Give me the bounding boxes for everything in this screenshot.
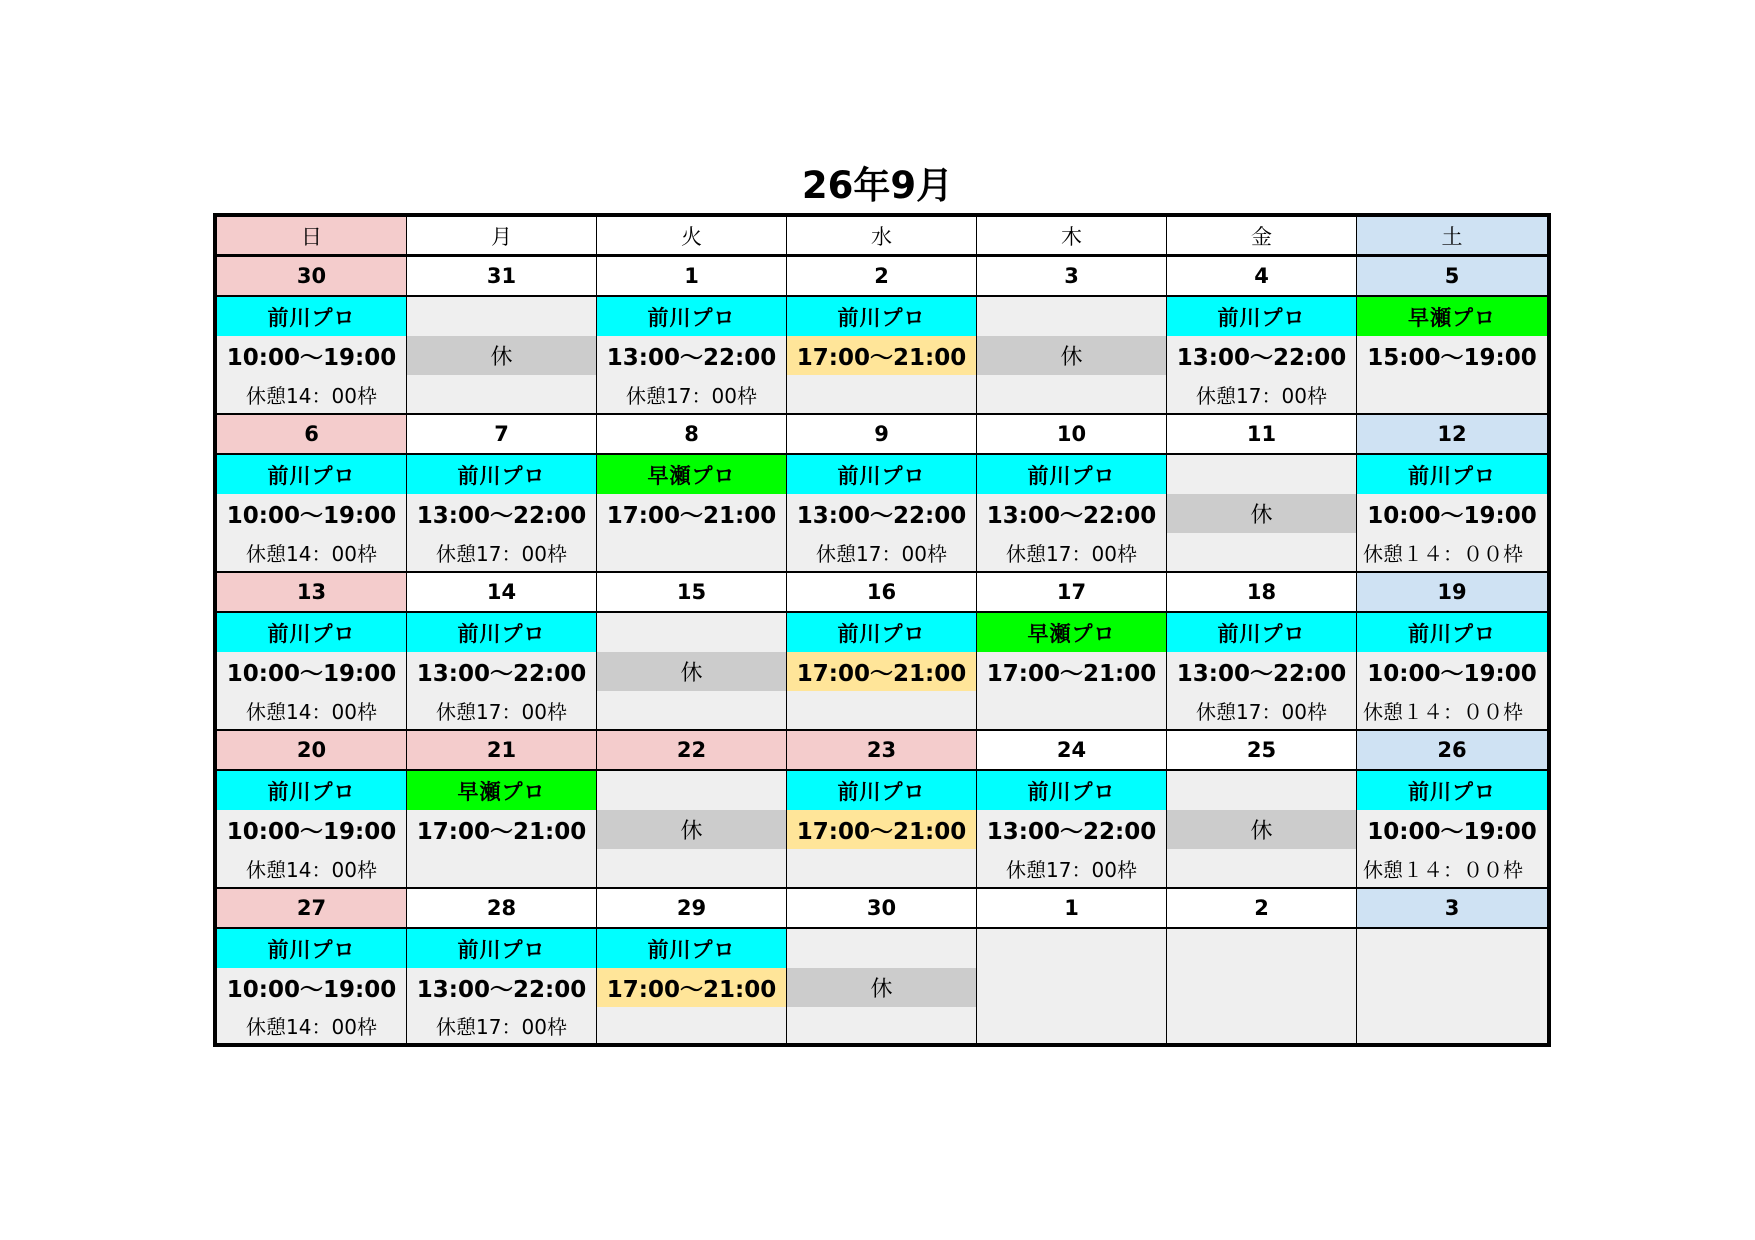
- pro-label: [407, 297, 596, 336]
- pro-label: 前川プロ: [217, 455, 406, 494]
- break-slot: [1167, 849, 1356, 887]
- day-date: 7: [407, 415, 597, 455]
- break-slot: [597, 691, 786, 729]
- pro-label: 前川プロ: [787, 613, 976, 652]
- day-date: 1: [597, 257, 787, 297]
- day-date: 11: [1167, 415, 1357, 455]
- day-body-row: [217, 613, 1547, 731]
- break-slot: 休憩１４：００枠: [1363, 699, 1523, 724]
- break-slot: 休憩17：00枠: [1006, 541, 1137, 566]
- weekday-header: 木: [977, 217, 1167, 257]
- break-slot: [407, 375, 596, 413]
- time-range: 13:00～22:00: [796, 503, 967, 529]
- day-date: 19: [1357, 573, 1547, 613]
- pro-label: 前川プロ: [1167, 297, 1356, 336]
- pro-label: [1167, 771, 1356, 810]
- day-cell: [1357, 771, 1547, 889]
- day-cell: [597, 929, 787, 1043]
- day-date: 20: [217, 731, 407, 771]
- day-body-row: [217, 297, 1547, 415]
- pro-label: 前川プロ: [977, 771, 1166, 810]
- day-date: 24: [977, 731, 1167, 771]
- day-date: 3: [1357, 889, 1547, 929]
- break-slot: [597, 533, 786, 571]
- day-off-label: 休: [597, 652, 786, 691]
- day-date: 1: [977, 889, 1167, 929]
- day-cell: [407, 297, 597, 415]
- day-cell: [1357, 455, 1547, 573]
- day-date: 27: [217, 889, 407, 929]
- date-row: [217, 889, 1547, 929]
- calendar-week: [217, 889, 1547, 1043]
- day-body-row: [217, 771, 1547, 889]
- time-range: 10:00～19:00: [226, 503, 397, 529]
- time-range: [977, 968, 1166, 1007]
- time-range: 13:00～22:00: [416, 661, 587, 687]
- day-cell: [597, 455, 787, 573]
- weekday-header: 水: [787, 217, 977, 257]
- day-date: 26: [1357, 731, 1547, 771]
- day-cell: [1167, 613, 1357, 731]
- day-off-label: 休: [787, 968, 976, 1007]
- pro-label: [787, 929, 976, 968]
- pro-label: [1357, 929, 1547, 968]
- break-slot: [1357, 375, 1547, 413]
- day-cell: [407, 613, 597, 731]
- day-date: 31: [407, 257, 597, 297]
- day-cell: [977, 771, 1167, 889]
- pro-label: 前川プロ: [217, 771, 406, 810]
- day-cell: [787, 297, 977, 415]
- pro-label: [977, 297, 1166, 336]
- time-range: 10:00～19:00: [226, 977, 397, 1003]
- pro-label: 早瀬プロ: [407, 771, 596, 810]
- time-range: 17:00～21:00: [787, 810, 976, 849]
- calendar-weeks: [217, 257, 1547, 1043]
- day-cell: [1167, 455, 1357, 573]
- day-cell: [977, 455, 1167, 573]
- calendar-week: [217, 415, 1547, 573]
- day-date: 22: [597, 731, 787, 771]
- pro-label: 前川プロ: [1167, 613, 1356, 652]
- pro-label: 前川プロ: [407, 455, 596, 494]
- day-date: 2: [1167, 889, 1357, 929]
- pro-label: 前川プロ: [597, 929, 786, 968]
- break-slot: [1357, 1007, 1547, 1043]
- time-range: [1167, 968, 1356, 1007]
- day-body-row: [217, 455, 1547, 573]
- break-slot: [977, 691, 1166, 729]
- day-cell: [217, 771, 407, 889]
- day-date: 17: [977, 573, 1167, 613]
- time-range: 17:00～21:00: [986, 661, 1157, 687]
- time-range: 10:00～19:00: [1367, 661, 1537, 687]
- day-cell: [1357, 613, 1547, 731]
- weekday-header-row: [217, 217, 1547, 257]
- day-date: 21: [407, 731, 597, 771]
- pro-label: 前川プロ: [977, 455, 1166, 494]
- break-slot: [977, 1007, 1166, 1043]
- time-range: 17:00～21:00: [787, 336, 976, 375]
- day-date: 30: [787, 889, 977, 929]
- day-cell: [1357, 297, 1547, 415]
- calendar-week: [217, 731, 1547, 889]
- pro-label: 前川プロ: [1357, 613, 1547, 652]
- day-cell: [787, 771, 977, 889]
- time-range: 10:00～19:00: [226, 819, 397, 845]
- day-off-label: 休: [1167, 494, 1356, 533]
- time-range: 13:00～22:00: [1176, 661, 1347, 687]
- time-range: 17:00～21:00: [416, 819, 587, 845]
- weekday-header: 金: [1167, 217, 1357, 257]
- weekday-header: 土: [1357, 217, 1547, 257]
- day-cell: [787, 455, 977, 573]
- break-slot: [787, 849, 976, 887]
- calendar-week: [217, 573, 1547, 731]
- calendar-week: [217, 257, 1547, 415]
- pro-label: [597, 613, 786, 652]
- break-slot: [597, 849, 786, 887]
- day-cell: [1167, 929, 1357, 1043]
- time-range: 10:00～19:00: [226, 345, 397, 371]
- break-slot: 休憩17：00枠: [1006, 857, 1137, 882]
- time-range: 17:00～21:00: [606, 503, 777, 529]
- break-slot: 休憩14：00枠: [246, 1014, 377, 1039]
- time-range: 10:00～19:00: [1367, 503, 1537, 529]
- day-cell: [407, 771, 597, 889]
- break-slot: 休憩17：00枠: [1196, 383, 1327, 408]
- pro-label: 前川プロ: [1357, 771, 1547, 810]
- day-cell: [597, 297, 787, 415]
- pro-label: [597, 771, 786, 810]
- day-cell: [217, 297, 407, 415]
- weekday-header: 月: [407, 217, 597, 257]
- day-cell: [407, 929, 597, 1043]
- time-range: 17:00～21:00: [787, 652, 976, 691]
- break-slot: 休憩17：00枠: [816, 541, 947, 566]
- pro-label: 前川プロ: [787, 297, 976, 336]
- day-date: 9: [787, 415, 977, 455]
- day-cell: [597, 771, 787, 889]
- break-slot: 休憩17：00枠: [436, 699, 567, 724]
- day-cell: [977, 297, 1167, 415]
- day-date: 28: [407, 889, 597, 929]
- weekday-header: 日: [217, 217, 407, 257]
- pro-label: [977, 929, 1166, 968]
- break-slot: [597, 1007, 786, 1043]
- pro-label: 前川プロ: [787, 455, 976, 494]
- pro-label: 早瀬プロ: [977, 613, 1166, 652]
- break-slot: 休憩１４：００枠: [1363, 541, 1523, 566]
- day-off-label: 休: [407, 336, 596, 375]
- day-date: 18: [1167, 573, 1357, 613]
- calendar-grid: [213, 213, 1551, 1047]
- time-range: 13:00～22:00: [606, 345, 777, 371]
- pro-label: [1167, 455, 1356, 494]
- day-date: 29: [597, 889, 787, 929]
- pro-label: 前川プロ: [217, 613, 406, 652]
- pro-label: 前川プロ: [217, 297, 406, 336]
- day-date: 8: [597, 415, 787, 455]
- date-row: [217, 731, 1547, 771]
- date-row: [217, 415, 1547, 455]
- day-date: 10: [977, 415, 1167, 455]
- pro-label: 前川プロ: [407, 929, 596, 968]
- day-off-label: 休: [597, 810, 786, 849]
- break-slot: 休憩17：00枠: [436, 541, 567, 566]
- time-range: 13:00～22:00: [986, 819, 1157, 845]
- day-date: 13: [217, 573, 407, 613]
- day-date: 14: [407, 573, 597, 613]
- pro-label: 早瀬プロ: [597, 455, 786, 494]
- break-slot: [787, 375, 976, 413]
- day-date: 30: [217, 257, 407, 297]
- day-date: 23: [787, 731, 977, 771]
- pro-label: 前川プロ: [597, 297, 786, 336]
- day-cell: [217, 613, 407, 731]
- day-date: 16: [787, 573, 977, 613]
- day-date: 5: [1357, 257, 1547, 297]
- break-slot: [787, 691, 976, 729]
- day-cell: [1167, 297, 1357, 415]
- time-range: 13:00～22:00: [986, 503, 1157, 529]
- day-off-label: 休: [1167, 810, 1356, 849]
- pro-label: 前川プロ: [787, 771, 976, 810]
- page-title: 26年9月: [801, 164, 954, 207]
- time-range: 15:00～19:00: [1367, 345, 1537, 371]
- weekday-header: 火: [597, 217, 787, 257]
- day-cell: [407, 455, 597, 573]
- break-slot: 休憩14：00枠: [246, 383, 377, 408]
- day-cell: [787, 929, 977, 1043]
- day-date: 3: [977, 257, 1167, 297]
- pro-label: 早瀬プロ: [1357, 297, 1547, 336]
- day-date: 2: [787, 257, 977, 297]
- time-range: 13:00～22:00: [416, 977, 587, 1003]
- time-range: 10:00～19:00: [1367, 819, 1537, 845]
- break-slot: [787, 1007, 976, 1043]
- day-cell: [977, 929, 1167, 1043]
- day-off-label: 休: [977, 336, 1166, 375]
- pro-label: [1167, 929, 1356, 968]
- date-row: [217, 573, 1547, 613]
- time-range: 10:00～19:00: [226, 661, 397, 687]
- day-cell: [1167, 771, 1357, 889]
- time-range: 17:00～21:00: [597, 968, 786, 1007]
- day-cell: [217, 929, 407, 1043]
- break-slot: [977, 375, 1166, 413]
- day-cell: [597, 613, 787, 731]
- day-date: 25: [1167, 731, 1357, 771]
- day-body-row: [217, 929, 1547, 1043]
- date-row: [217, 257, 1547, 297]
- day-date: 12: [1357, 415, 1547, 455]
- day-cell: [977, 613, 1167, 731]
- pro-label: 前川プロ: [407, 613, 596, 652]
- break-slot: [1167, 533, 1356, 571]
- break-slot: 休憩17：00枠: [1196, 699, 1327, 724]
- break-slot: 休憩14：00枠: [246, 699, 377, 724]
- break-slot: 休憩14：00枠: [246, 541, 377, 566]
- break-slot: 休憩14：00枠: [246, 857, 377, 882]
- day-date: 4: [1167, 257, 1357, 297]
- break-slot: [407, 849, 596, 887]
- break-slot: 休憩17：00枠: [436, 1014, 567, 1039]
- break-slot: 休憩１４：００枠: [1363, 857, 1523, 882]
- time-range: 13:00～22:00: [416, 503, 587, 529]
- day-date: 6: [217, 415, 407, 455]
- break-slot: 休憩17：00枠: [626, 383, 757, 408]
- time-range: [1357, 968, 1547, 1007]
- day-cell: [217, 455, 407, 573]
- pro-label: 前川プロ: [217, 929, 406, 968]
- break-slot: [1167, 1007, 1356, 1043]
- day-date: 15: [597, 573, 787, 613]
- day-cell: [787, 613, 977, 731]
- day-cell: [1357, 929, 1547, 1043]
- pro-label: 前川プロ: [1357, 455, 1547, 494]
- time-range: 13:00～22:00: [1176, 345, 1347, 371]
